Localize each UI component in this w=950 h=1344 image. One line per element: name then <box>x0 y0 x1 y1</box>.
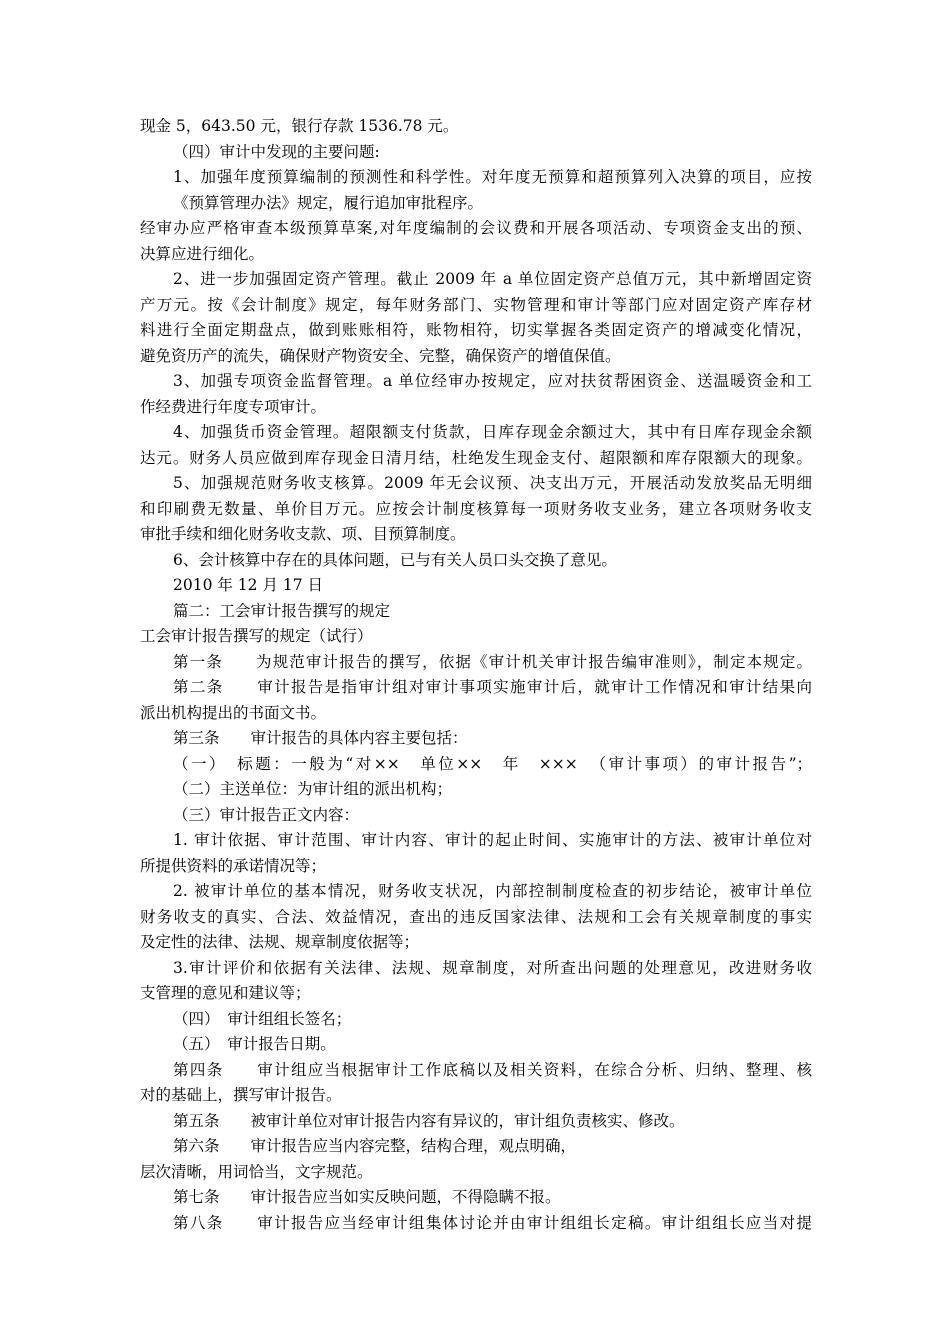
text-line: 篇二：工会审计报告撰写的规定 <box>173 601 391 620</box>
text-line: 4、加强货币资金管理。超限额支付货款，日库存现金余额过大，其中有日库存现金余额 <box>173 423 812 441</box>
text-line: 作经费进行年度专项审计。 <box>140 397 327 416</box>
text-line: 产万元。按《会计制度》规定，每年财务部门、实物管理和审计等部门应对固定资产库存材 <box>140 295 812 314</box>
text-line: 第五条 被审计单位对审计报告内容有异议的，审计组负责核实、修改。 <box>173 1111 685 1130</box>
text-line: 1、加强年度预算编制的预测性和科学性。对年度无预算和超预算列入决算的项目，应按 <box>173 168 812 186</box>
text-line: 避免资历产的流失，确保财产物资安全、完整，确保资产的增值保值。 <box>140 346 621 365</box>
text-line: 《预算管理办法》规定，履行追加审批程序。 <box>173 193 484 212</box>
text-line: 2. 被审计单位的基本情况，财务收支状况，内部控制制度检查的初步结论，被审计单位 <box>173 882 812 900</box>
text-line: 6、会计核算中存在的具体问题，已与有关人员口头交换了意见。 <box>173 550 617 569</box>
text-line: 派出机构提出的书面文书。 <box>140 703 327 722</box>
text-line: 层次清晰，用词恰当，文字规范。 <box>140 1162 373 1181</box>
text-line: 和印刷费无数量、单价目万元。应按会计制度核算每一项财务收支业务，建立各项财务收支 <box>140 499 812 518</box>
text-line: 第七条 审计报告应当如实反映问题，不得隐瞒不报。 <box>173 1188 561 1206</box>
text-line: 5、加强规范财务收支核算。2009 年无会议预、决支出万元，开展活动发放奖品无明细 <box>173 474 812 492</box>
text-line: （三）审计报告正文内容： <box>173 805 360 824</box>
text-line: 第四条 审计组应当根据审计工作底稿以及相关资料，在综合分析、归纳、整理、核 <box>173 1060 812 1079</box>
text-line: 达元。财务人员应做到库存现金日清月结，杜绝发生现金支付、超限额和库存限额大的现象。 <box>140 448 812 467</box>
text-line: 2010 年 12 月 17 日 <box>173 576 324 594</box>
text-line: （二）主送单位：为审计组的派出机构； <box>173 780 453 798</box>
text-line: 决算应进行细化。 <box>140 244 265 263</box>
text-line: （五） 审计报告日期。 <box>173 1035 336 1053</box>
text-line: 支管理的意见和建议等； <box>140 984 311 1002</box>
text-line: 2、进一步加强固定资产管理。截止 2009 年 a 单位固定资产总值万元，其中新增固定资 <box>173 270 812 288</box>
text-line: 第三条 审计报告的具体内容主要包括： <box>173 729 468 747</box>
text-line: 第六条 审计报告应当内容完整，结构合理，观点明确， <box>173 1137 577 1155</box>
text-line: 财务收支的真实、合法、效益情况，查出的违反国家法律、法规和工会有关规章制度的事实 <box>140 907 812 926</box>
text-line: 经审办应严格审查本级预算草案,对年度编制的会议费和开展各项活动、专项资金支出的预、 <box>140 219 812 237</box>
text-line: 所提供资料的承诺情况等； <box>140 856 327 875</box>
text-line: （一） 标题：一般为“对×× 单位×× 年 ××× （审计事项）的审计报告”； <box>173 754 812 773</box>
text-line: 审批手续和细化财务收支款、项、目预算制度。 <box>140 525 466 543</box>
text-line: 第八条 审计报告应当经审计组集体讨论并由审计组组长定稿。审计组组长应当对提 <box>173 1213 812 1232</box>
text-line: 对的基础上，撰写审计报告。 <box>140 1086 342 1104</box>
text-line: 及定性的法律、法规、规章制度依据等； <box>140 933 420 951</box>
text-line: 第二条 审计报告是指审计组对审计事项实施审计后，就审计工作情况和审计结果向 <box>173 678 812 696</box>
text-line: 3、加强专项资金监督管理。a 单位经审办按规定，应对扶贫帮困资金、送温暖资金和工 <box>173 372 812 390</box>
text-line: 现金 5，643.50 元，银行存款 1536.78 元。 <box>140 117 459 135</box>
text-line: 第一条 为规范审计报告的撰写，依据《审计机关审计报告编审准则》，制定本规定。 <box>173 652 812 671</box>
text-line: 工会审计报告撰写的规定（试行） <box>140 627 373 645</box>
text-line: 3.审计评价和依据有关法律、法规、规章制度，对所查出问题的处理意见，改进财务收 <box>173 958 812 977</box>
text-line: 料进行全面定期盘点，做到账账相符，账物相符，切实掌握各类固定资产的增减变化情况， <box>140 321 812 339</box>
document-body <box>140 114 812 1236</box>
text-line: （四） 审计组组长签名； <box>173 1009 352 1028</box>
text-line: 1. 审计依据、审计范围、审计内容、审计的起止时间、实施审计的方法、被审计单位对 <box>173 831 812 849</box>
text-line: （四）审计中发现的主要问题: <box>173 142 380 161</box>
